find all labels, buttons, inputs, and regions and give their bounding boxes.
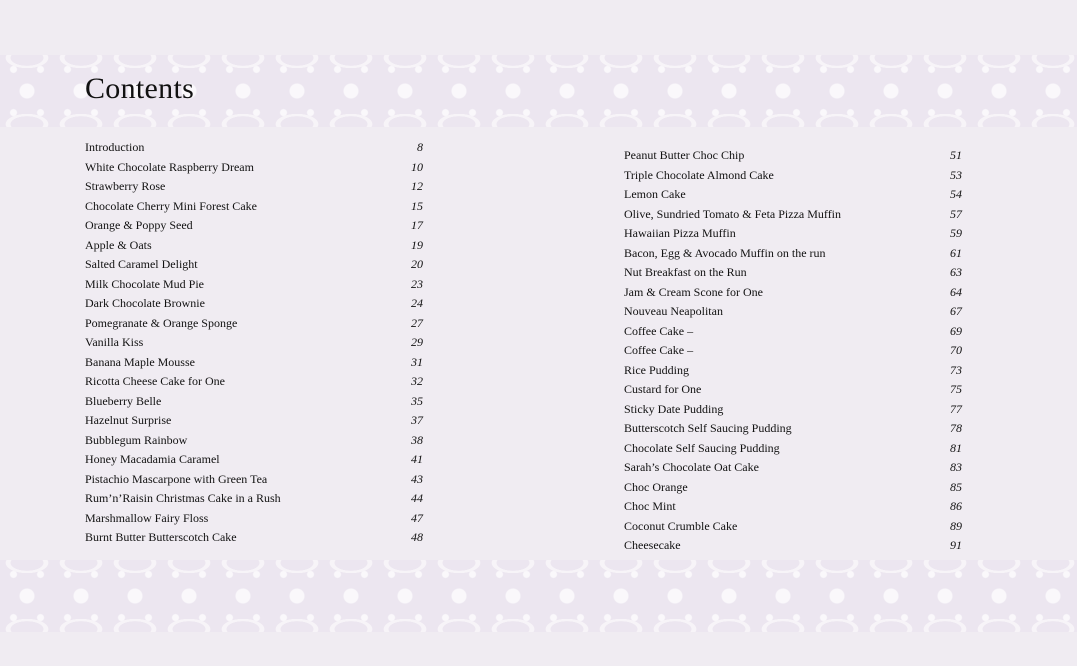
toc-entry-page: 91: [950, 538, 962, 552]
toc-entry-page: 83: [950, 460, 962, 474]
toc-entry-title: Ricotta Cheese Cake for One: [85, 374, 225, 388]
toc-entry[interactable]: [85, 333, 423, 353]
toc-entry[interactable]: [624, 185, 962, 205]
toc-entry-title: Jam & Cream Scone for One: [624, 284, 763, 299]
toc-entry[interactable]: [85, 470, 423, 490]
toc-entry[interactable]: [85, 372, 423, 392]
toc-entry-title: Bacon, Egg & Avocado Muffin on the run: [624, 245, 826, 260]
toc-entry[interactable]: [85, 216, 423, 236]
toc-entry[interactable]: [85, 294, 423, 314]
toc-entry[interactable]: [624, 263, 962, 283]
toc-entry-title: Vanilla Kiss: [85, 335, 144, 349]
toc-entry-title: Choc Orange: [624, 479, 688, 494]
toc-entry-page: 69: [950, 323, 962, 338]
toc-entry-page: 75: [950, 382, 962, 396]
toc-entry[interactable]: [85, 489, 423, 509]
toc-entry[interactable]: [85, 197, 423, 217]
toc-entry-title: Hawaiian Pizza Muffin: [624, 226, 736, 240]
toc-entry[interactable]: [624, 380, 962, 400]
toc-entry-title: Choc Mint: [624, 499, 676, 513]
toc-entry-page: 59: [950, 226, 962, 240]
toc-entry-title: Orange & Poppy Seed: [85, 218, 193, 232]
toc-entry-page: 57: [950, 206, 962, 221]
toc-entry-title: Chocolate Cherry Mini Forest Cake: [85, 198, 257, 213]
toc-entry-page: 31: [411, 354, 423, 369]
toc-entry-title: Cheesecake: [624, 538, 681, 552]
toc-entry-title: Chocolate Self Saucing Pudding: [624, 440, 780, 455]
toc-entry[interactable]: [85, 431, 423, 451]
toc-entry[interactable]: [85, 450, 423, 470]
toc-entry-title: Pistachio Mascarpone with Green Tea: [85, 471, 268, 486]
lace-border-bottom: [0, 560, 1077, 632]
toc-entry-title: Marshmallow Fairy Floss: [85, 510, 209, 525]
toc-entry[interactable]: [85, 353, 423, 373]
toc-entry[interactable]: [624, 205, 962, 225]
toc-entry[interactable]: [85, 255, 423, 275]
toc-entry-page: 53: [950, 167, 962, 182]
toc-entry-title: Custard for One: [624, 382, 702, 396]
toc-entry[interactable]: [624, 146, 962, 166]
toc-entry-page: 27: [411, 315, 423, 330]
toc-entry-page: 8: [417, 140, 423, 154]
toc-entry-page: 17: [411, 218, 423, 232]
toc-entry-page: 54: [950, 187, 962, 201]
toc-entry-page: 48: [411, 530, 423, 544]
toc-entry-title: Sticky Date Pudding: [624, 401, 724, 416]
toc-entry-page: 35: [411, 393, 423, 408]
toc-entry[interactable]: [624, 497, 962, 517]
toc-entry-title: Strawberry Rose: [85, 179, 166, 193]
toc-entry-title: Rice Pudding: [624, 362, 689, 377]
toc-entry-title: Nouveau Neapolitan: [624, 304, 723, 318]
toc-entry-title: Apple & Oats: [85, 237, 152, 252]
toc-entry-page: 23: [411, 276, 423, 291]
toc-entry-page: 73: [950, 362, 962, 377]
toc-entry[interactable]: [624, 517, 962, 537]
toc-entry-title: Pomegranate & Orange Sponge: [85, 315, 238, 330]
toc-entry-title: Salted Caramel Delight: [85, 257, 198, 271]
toc-entry-page: 61: [950, 245, 962, 260]
toc-entry[interactable]: [85, 236, 423, 256]
toc-entry-title: White Chocolate Raspberry Dream: [85, 159, 254, 174]
toc-entry[interactable]: [85, 411, 423, 431]
toc-entry-title: Nut Breakfast on the Run: [624, 265, 747, 279]
toc-entry[interactable]: [624, 244, 962, 264]
toc-entry-page: 32: [411, 374, 423, 388]
toc-entry-page: 85: [950, 479, 962, 494]
toc-entry-title: Sarah’s Chocolate Oat Cake: [624, 460, 759, 474]
toc-entry-title: Lemon Cake: [624, 187, 686, 201]
toc-entry-page: 41: [411, 452, 423, 466]
contents-list-left: [85, 138, 423, 548]
toc-entry-title: Dark Chocolate Brownie: [85, 296, 205, 310]
toc-entry-page: 64: [950, 284, 962, 299]
toc-entry-page: 67: [950, 304, 962, 318]
toc-entry-page: 70: [950, 343, 962, 357]
toc-entry[interactable]: [624, 419, 962, 439]
toc-entry-title: Honey Macadamia Caramel: [85, 452, 220, 466]
toc-entry-page: 12: [411, 179, 423, 193]
toc-entry[interactable]: [85, 158, 423, 178]
toc-entry-title: Butterscotch Self Saucing Pudding: [624, 421, 792, 435]
toc-entry[interactable]: [85, 177, 423, 197]
toc-entry[interactable]: [85, 528, 423, 548]
toc-entry[interactable]: [624, 302, 962, 322]
toc-entry[interactable]: [85, 138, 423, 158]
toc-entry[interactable]: [624, 400, 962, 420]
toc-entry[interactable]: [85, 314, 423, 334]
toc-entry[interactable]: [624, 341, 962, 361]
toc-entry-page: 20: [411, 257, 423, 271]
toc-entry-title: Blueberry Belle: [85, 393, 162, 408]
toc-entry-title: Introduction: [85, 140, 145, 154]
toc-entry-page: 44: [411, 491, 423, 505]
toc-entry-title: Coffee Cake –: [624, 343, 694, 357]
toc-entry[interactable]: [624, 536, 962, 556]
toc-entry[interactable]: [624, 478, 962, 498]
toc-entry[interactable]: [624, 166, 962, 186]
toc-entry-title: Coconut Crumble Cake: [624, 518, 738, 533]
toc-entry-page: 86: [950, 499, 962, 513]
toc-entry-title: Banana Maple Mousse: [85, 354, 195, 369]
toc-entry-title: Coffee Cake –: [624, 323, 694, 338]
toc-entry-page: 10: [411, 159, 423, 174]
toc-entry-title: Milk Chocolate Mud Pie: [85, 276, 204, 291]
toc-entry-page: 29: [411, 335, 423, 349]
toc-entry-page: 43: [411, 471, 423, 486]
toc-entry-title: Hazelnut Surprise: [85, 413, 172, 427]
toc-entry[interactable]: [624, 322, 962, 342]
toc-entry[interactable]: [624, 283, 962, 303]
toc-entry-page: 63: [950, 265, 962, 279]
toc-entry[interactable]: [624, 458, 962, 478]
toc-entry-title: Olive, Sundried Tomato & Feta Pizza Muffin: [624, 206, 842, 221]
toc-entry-page: 51: [950, 148, 962, 162]
toc-entry-title: Triple Chocolate Almond Cake: [624, 167, 774, 182]
toc-entry[interactable]: [624, 439, 962, 459]
toc-entry-page: 15: [411, 198, 423, 213]
toc-entry[interactable]: [624, 361, 962, 381]
toc-entry-page: 24: [411, 296, 423, 310]
toc-entry-title: Rum’n’Raisin Christmas Cake in a Rush: [85, 491, 281, 505]
toc-entry-page: 78: [950, 421, 962, 435]
toc-entry-page: 19: [411, 237, 423, 252]
page-title: Contents: [85, 72, 195, 105]
toc-entry[interactable]: [85, 392, 423, 412]
toc-entry[interactable]: [85, 275, 423, 295]
toc-entry-title: Bubblegum Rainbow: [85, 432, 188, 447]
toc-entry[interactable]: [85, 509, 423, 529]
toc-entry[interactable]: [624, 224, 962, 244]
toc-entry-title: Peanut Butter Choc Chip: [624, 148, 745, 162]
toc-entry-page: 77: [950, 401, 962, 416]
toc-entry-page: 81: [950, 440, 962, 455]
toc-entry-page: 38: [411, 432, 423, 447]
toc-entry-page: 47: [411, 510, 423, 525]
toc-entry-page: 89: [950, 518, 962, 533]
toc-entry-title: Burnt Butter Butterscotch Cake: [85, 530, 237, 544]
toc-entry-page: 37: [411, 413, 423, 427]
contents-list-right: [624, 146, 962, 556]
